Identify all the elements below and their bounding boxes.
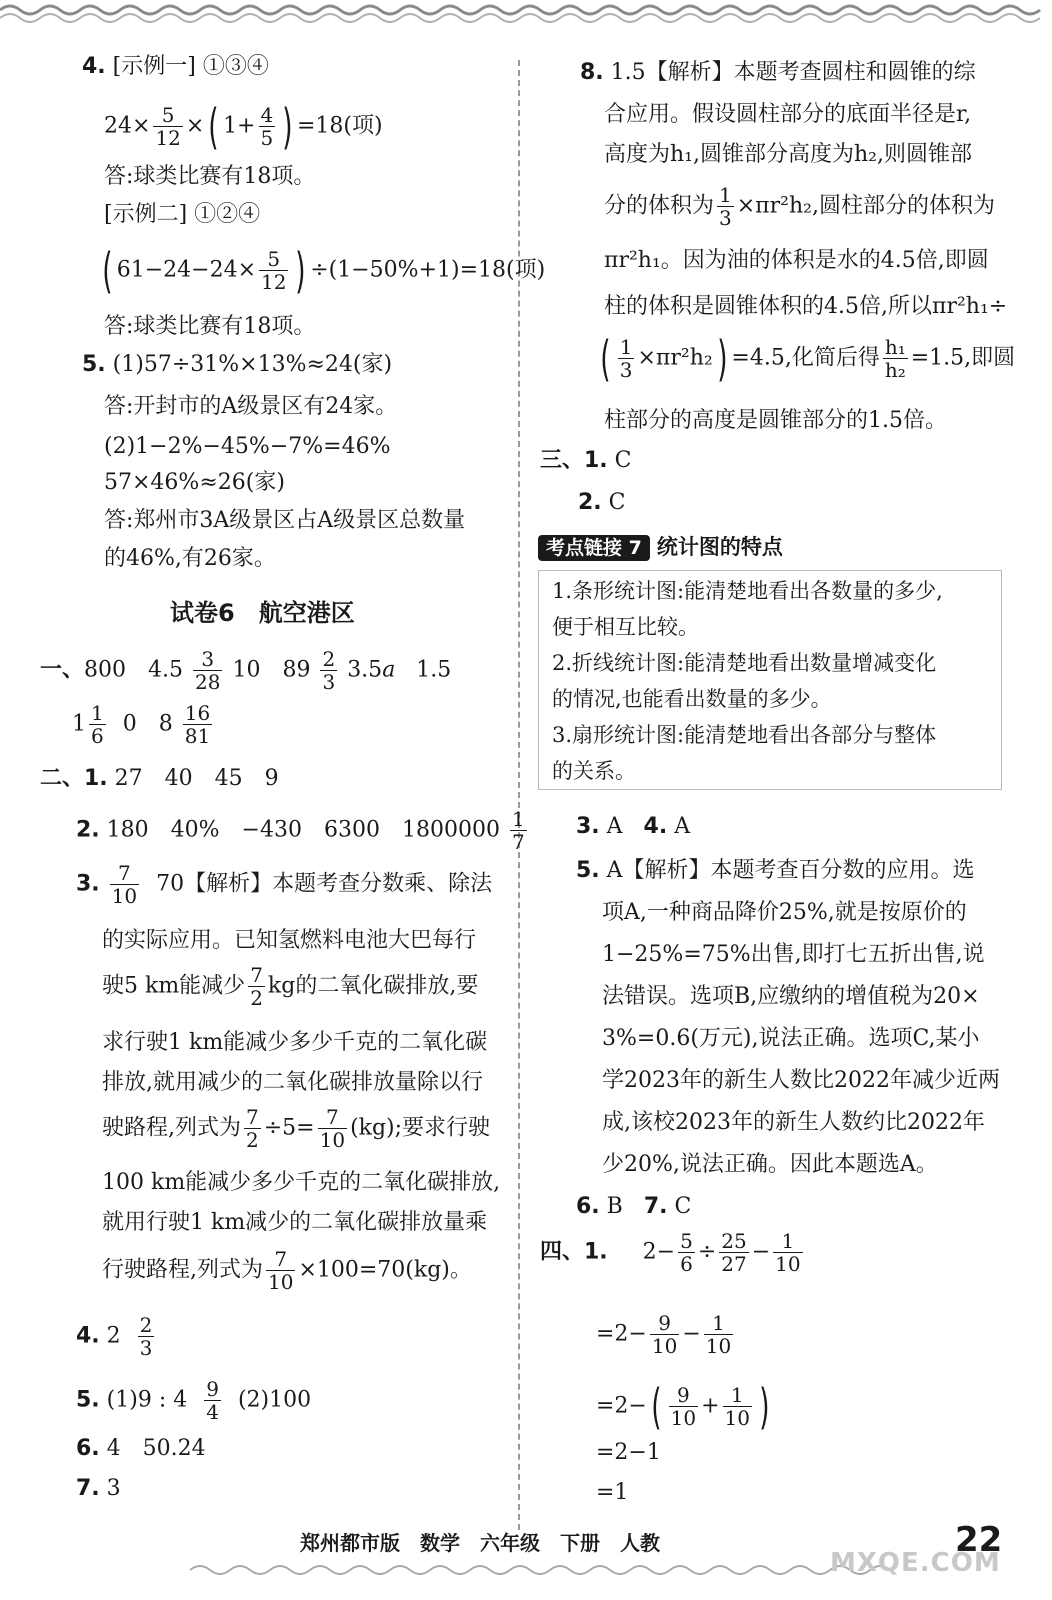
fraction: $\frac{2}{3}$	[139, 1313, 153, 1360]
q8-line5: πr²h₁。因为油的体积是水的4.5倍,即圆	[604, 248, 989, 273]
section2-q6: 6. 4 50.24	[76, 1436, 206, 1461]
q8-line4: 分的体积为 $\frac{1}{3}$ ×πr²h₂,圆柱部分的体积为	[604, 183, 995, 230]
knowledge-item3-a: 3.扇形统计图:能清楚地看出各部分与整体	[552, 723, 937, 747]
section2-q2: 2. 180 40% −430 6300 1800000 $\frac{1}{7}$	[76, 807, 525, 854]
page-number: 22	[955, 1520, 1003, 1560]
fraction: $\frac{1}{10}$	[724, 1383, 750, 1430]
q5-number: 5.	[82, 352, 106, 377]
knowledge-item1-a: 1.条形统计图:能清楚地看出各数量的多少,	[552, 579, 943, 603]
q4-answer2: 答:球类比赛有18项。	[104, 314, 316, 339]
section1-line1: 一、800 4.5 $\frac{3}{28}$ 10 89 $\frac{2}{3}$ 3.5a 1.5	[40, 647, 452, 694]
fraction: $\frac{7}{10}$	[111, 861, 138, 908]
fraction: $\frac{1}{3}$	[719, 183, 732, 230]
fraction: $\frac{\text{h₁}}{\text{h₂}}$	[884, 335, 906, 382]
q4-equation2: ( 61−24−24× $\frac{5}{12}$ ) ÷(1−50%+1)=18(项)	[102, 242, 546, 299]
fraction: $\frac{7}{10}$	[319, 1105, 346, 1152]
fraction: $\frac{2}{3}$	[322, 647, 336, 694]
q4-example2-label: [示例二] ①②④	[104, 202, 261, 227]
fraction: $\frac{3}{28}$	[195, 647, 221, 694]
section2-q5: 5. (1)9 : 4 $\frac{9}{4}$ (2)100	[76, 1377, 312, 1424]
fraction: $\frac{5}{6}$	[680, 1229, 693, 1276]
q4-example1	[82, 52, 269, 82]
q4-example1-label: [示例一] ①③④	[112, 54, 269, 79]
section3-q5-line5: 3%=0.6(万元),说法正确。选项C,某小	[602, 1026, 980, 1051]
section4-expr1: 四、1. 2− $\frac{5}{6}$ ÷ $\frac{25}{27}$ − $\frac{1}{10}$	[540, 1229, 801, 1276]
fraction: $\frac{5}{12}$	[261, 247, 287, 294]
fraction: $\frac{7}{2}$	[250, 963, 263, 1010]
section2-q3-line5: 排放,就用减少的二氧化碳排放量除以行	[102, 1070, 483, 1095]
knowledge-item2-b: 的情况,也能看出数量的多少。	[552, 687, 832, 711]
section2-q3-line7: 100 km能减少多少千克的二氧化碳排放,	[102, 1170, 501, 1195]
section2-q1: 二、1. 27 40 45 9	[40, 766, 279, 791]
q8-line7: ( $\frac{1}{3}$ ×πr²h₂) =4.5,化简后得 $\frac{\text{h₁}}{\text{h₂}}$ =1.5,即圆	[600, 330, 1016, 387]
q4-number: 4.	[82, 54, 106, 79]
exam-title: 试卷6 航空港区	[170, 599, 355, 627]
section2-q3-line1: 3. $\frac{7}{10}$ 70【解析】本题考查分数乘、除法	[76, 861, 493, 908]
section3-q5-line4: 法错误。选项B,应缴纳的增值税为20×	[602, 984, 980, 1009]
q4-answer1: 答:球类比赛有18项。	[104, 164, 316, 189]
knowledge-badge: 考点链接 7	[538, 535, 650, 561]
q5-part2: (2)1−2%−45%−7%=46%	[104, 434, 391, 459]
knowledge-item3-b: 的关系。	[552, 759, 636, 783]
q5-answer2-line1: 答:郑州市3A级景区占A级景区总数量	[104, 508, 466, 533]
fraction: $\frac{7}{2}$	[246, 1105, 259, 1152]
section2-q3-line8: 就用行驶1 km减少的二氧化碳排放量乘	[102, 1210, 488, 1235]
q8-line3: 高度为h₁,圆锥部分高度为h₂,则圆锥部	[604, 142, 972, 167]
section2-q3-line3: 驶5 km能减少 $\frac{7}{2}$ kg的二氧化碳排放,要	[102, 963, 479, 1010]
footer-info: 郑州都市版 数学 六年级 下册 人教	[300, 1531, 660, 1555]
section3-q5-line7: 成,该校2023年的新生人数约比2022年	[602, 1110, 985, 1135]
section2-q3-line9: 行驶路程,列式为 $\frac{7}{10}$ ×100=70(kg)。	[102, 1247, 472, 1294]
section4-expr4: =2−1	[596, 1440, 661, 1465]
q5-answer1: 答:开封市的A级景区有24家。	[104, 394, 398, 419]
section2-q3-line4: 求行驶1 km能减少多少千克的二氧化碳	[102, 1030, 488, 1055]
q8-line6: 柱的体积是圆锥体积的4.5倍,所以πr²h₁÷	[604, 294, 1008, 319]
q5-answer2-line2: 的46%,有26家。	[104, 546, 276, 571]
fraction: $\frac{1}{10}$	[775, 1229, 801, 1276]
q8-line1: 8. 1.5【解析】本题考查圆柱和圆锥的综	[580, 60, 976, 85]
section3-q6-q7: 6. B 7. C	[576, 1194, 692, 1219]
fraction: $\frac{5}{12}$	[155, 103, 181, 150]
fraction: $\frac{1}{7}$	[511, 807, 525, 854]
q5-part1: 5. (1)57÷31%×13%≈24(家)	[82, 352, 393, 377]
q8-line2: 合应用。假设圆柱部分的底面半径是r,	[604, 102, 972, 127]
fraction: $\frac{4}{5}$	[260, 103, 274, 150]
q4-equation1: 24× $\frac{5}{12}$ ×( 1+ $\frac{4}{5}$ ) =18(项)	[104, 98, 383, 155]
section2-number: 二、1.	[40, 766, 108, 791]
knowledge-title: 统计图的特点	[656, 535, 783, 559]
section2-q7: 7. 3	[76, 1476, 121, 1501]
fraction: $\frac{9}{4}$	[206, 1377, 219, 1424]
section1-line2: 1 $\frac{1}{6}$ 0 8 $\frac{16}{81}$	[72, 701, 211, 748]
section1-number: 一、	[40, 657, 85, 683]
section4-number: 四、1.	[540, 1239, 608, 1265]
section4-expr3: =2−( $\frac{9}{10}$ + $\frac{1}{10}$ )	[596, 1378, 770, 1435]
fraction: $\frac{7}{10}$	[268, 1247, 294, 1294]
section3-q1: 三、1. C	[540, 448, 632, 473]
section3-q5-line6: 学2023年的新生人数比2022年减少近两	[602, 1068, 1000, 1093]
section3-q5-line8: 少20%,说法正确。因此本题选A。	[602, 1152, 938, 1177]
section2-q3-line6: 驶路程,列式为 $\frac{7}{2}$ ÷5= $\frac{7}{10}$ (kg);要求行驶	[102, 1105, 491, 1152]
section3-q3-q4: 3. A 4. A	[576, 814, 691, 839]
knowledge-item2-a: 2.折线统计图:能清楚地看出数量增减变化	[552, 651, 937, 675]
q8-line8: 柱部分的高度是圆锥部分的1.5倍。	[604, 408, 947, 433]
knowledge-link-heading	[538, 532, 783, 563]
section2-q3-line2: 的实际应用。已知氢燃料电池大巴每行	[102, 928, 477, 953]
section4-expr2: =2− $\frac{9}{10}$ − $\frac{1}{10}$	[596, 1311, 732, 1358]
section3-number: 三、1.	[540, 448, 608, 473]
fraction: $\frac{9}{10}$	[670, 1383, 697, 1430]
q8-number: 8.	[580, 60, 604, 85]
knowledge-item1-b: 便于相互比较。	[552, 615, 699, 639]
fraction: $\frac{1}{6}$	[91, 701, 104, 748]
section3-q2: 2. C	[578, 490, 626, 515]
fraction: $\frac{16}{81}$	[184, 701, 211, 748]
section4-expr5: =1	[596, 1480, 629, 1505]
bottom-wave-border	[190, 1562, 890, 1578]
fraction: $\frac{1}{10}$	[705, 1311, 732, 1358]
fraction: $\frac{25}{27}$	[721, 1229, 747, 1276]
section2-q4: 4. 2 $\frac{2}{3}$	[76, 1313, 153, 1360]
section3-q5-line3: 1−25%=75%出售,即打七五折出售,说	[602, 942, 985, 967]
q5-part2-calc: 57×46%≈26(家)	[104, 470, 285, 495]
top-wave-border	[0, 0, 1052, 28]
watermark: MXQE.COM	[830, 1548, 1001, 1578]
section3-q5-line2: 项A,一种商品降价25%,就是按原价的	[602, 900, 967, 925]
section3-q5-line1: 5. A【解析】本题考查百分数的应用。选	[576, 858, 975, 883]
fraction: $\frac{1}{3}$	[619, 335, 633, 382]
fraction: $\frac{9}{10}$	[651, 1311, 678, 1358]
